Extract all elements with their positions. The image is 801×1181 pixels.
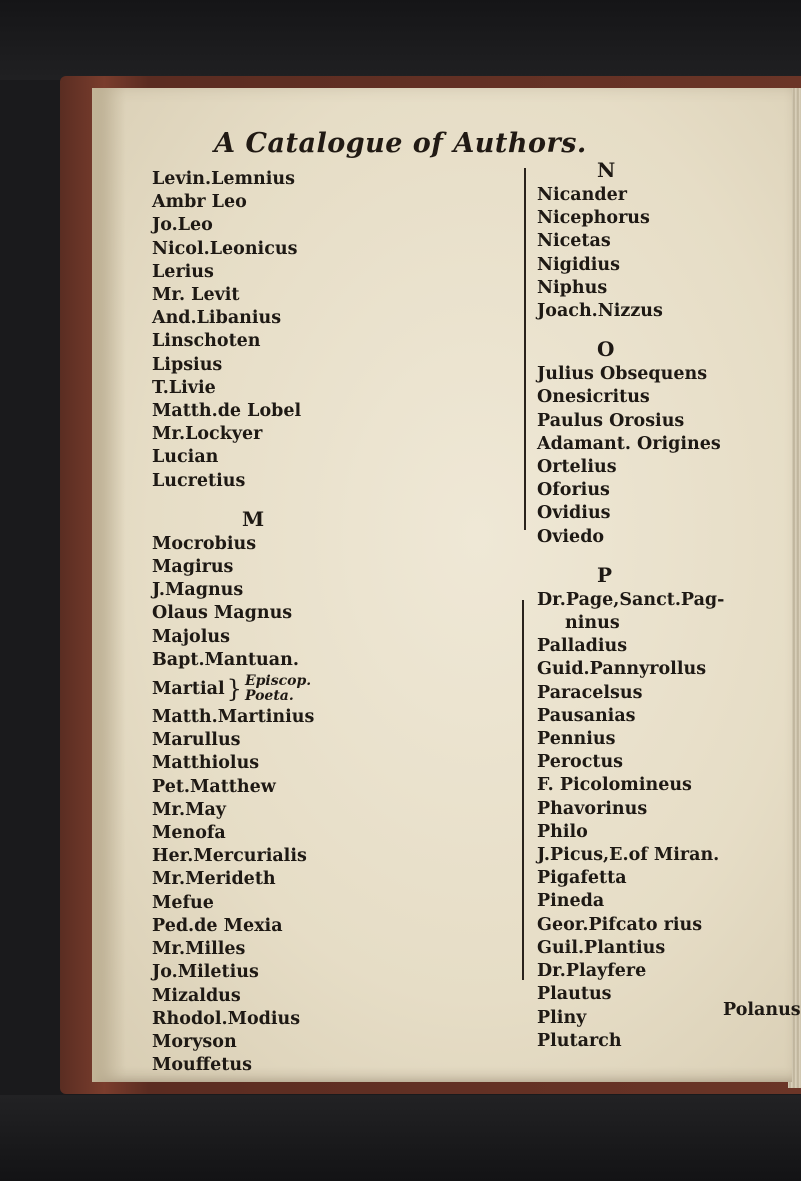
catalogue-entry: Jo.Miletius bbox=[152, 962, 259, 983]
catalogue-entry: Guid.Pannyrollus bbox=[537, 659, 707, 680]
catalogue-entry: Mouffetus bbox=[152, 1055, 252, 1076]
martial-variants bbox=[245, 674, 311, 704]
catalogue-entry: Peroctus bbox=[537, 752, 624, 773]
backdrop-top bbox=[0, 0, 801, 80]
catalogue-entry: Jo.Leo bbox=[152, 215, 213, 236]
martial-entry bbox=[152, 672, 311, 706]
catalogue-entry: Rhodol.Modius bbox=[152, 1008, 301, 1029]
catalogue-entry: Moryson bbox=[152, 1031, 237, 1052]
catalogue-entry: ninus bbox=[565, 613, 620, 634]
catalogue-entry: Lucian bbox=[152, 447, 219, 468]
catalogue-entry: Phavorinus bbox=[537, 798, 648, 819]
catalogue-entry: Pennius bbox=[537, 729, 616, 750]
catalogue-entry: Pineda bbox=[537, 891, 605, 912]
right-column bbox=[537, 156, 724, 1053]
catalogue-entry: T.Livie bbox=[152, 377, 216, 398]
catalogue-entry: Mr.May bbox=[152, 799, 226, 820]
catalogue-entry: Pausanias bbox=[537, 705, 636, 726]
catalogue-entry: Marullus bbox=[152, 730, 241, 751]
column-rule-lower bbox=[522, 600, 524, 980]
catalogue-entry: Her.Mercurialis bbox=[152, 846, 307, 867]
catalogue-entry: Majolus bbox=[152, 626, 230, 647]
catalogue-entry: Menofa bbox=[152, 823, 226, 844]
catalogue-entry: Nigidius bbox=[537, 254, 620, 275]
catalogue-entry: Guil.Plantius bbox=[537, 937, 666, 958]
stray-catchword: Polanus bbox=[723, 1000, 801, 1020]
catalogue-entry: Bapt.Mantuan. bbox=[152, 649, 299, 670]
catalogue-entry: Mr.Lockyer bbox=[152, 424, 263, 445]
catalogue-entry: Onesicritus bbox=[537, 387, 650, 408]
section-letter-p: P bbox=[597, 562, 613, 587]
gutter-shadow bbox=[92, 88, 126, 1082]
catalogue-entry: J.Magnus bbox=[152, 580, 244, 601]
catalogue-entry: Levin.Lemnius bbox=[152, 169, 295, 189]
catalogue-entry: Lipsius bbox=[152, 354, 223, 375]
catalogue-entry: Nicol.Leonicus bbox=[152, 238, 298, 259]
left-column bbox=[152, 168, 314, 1077]
section-letter-n: N bbox=[597, 158, 616, 182]
catalogue-entry: Magirus bbox=[152, 557, 234, 578]
catalogue-entry: Mr.Merideth bbox=[152, 869, 276, 890]
catalogue-entry: Ambr Leo bbox=[152, 192, 247, 213]
catalogue-entry: Philo bbox=[537, 821, 588, 842]
catalogue-entry: Plautus bbox=[537, 984, 612, 1005]
catalogue-entry: Mocrobius bbox=[152, 533, 257, 554]
catalogue-entry: Olaus Magnus bbox=[152, 603, 293, 624]
catalogue-entry: Dr.Playfere bbox=[537, 961, 647, 982]
martial-variant-1: Episcop. bbox=[244, 673, 312, 690]
catalogue-entry: Mr. Levit bbox=[152, 285, 240, 306]
catalogue-entry: Lucretius bbox=[152, 470, 246, 491]
catalogue-entry: Paracelsus bbox=[537, 682, 643, 703]
catalogue-entry: Palladius bbox=[537, 636, 628, 657]
section-letter-m: M bbox=[242, 506, 265, 531]
catalogue-entry: Oviedo bbox=[537, 526, 605, 547]
catalogue-entry: Matth.Martinius bbox=[152, 707, 315, 728]
catalogue-entry: And.Libanius bbox=[152, 308, 282, 329]
catalogue-entry: Pigafetta bbox=[537, 868, 627, 889]
catalogue-entry: F. Picolomineus bbox=[537, 775, 692, 796]
catalogue-entry: Matth.de Lobel bbox=[152, 401, 302, 422]
catalogue-entry: Lerius bbox=[152, 261, 214, 282]
catalogue-entry: J.Picus,E.of Miran. bbox=[537, 845, 720, 866]
catalogue-entry: Nicetas bbox=[537, 231, 611, 252]
catalogue-entry: Pet.Matthew bbox=[152, 776, 276, 797]
catalogue-entry: Joach.Nizzus bbox=[537, 301, 663, 322]
catalogue-entry: Paulus Orosius bbox=[537, 410, 685, 431]
page-title: A Catalogue of Authors. bbox=[214, 128, 587, 159]
catalogue-entry: Geor.Pifcato rius bbox=[537, 914, 703, 935]
catalogue-entry: Mefue bbox=[152, 892, 214, 913]
martial-name: Martial bbox=[152, 679, 225, 700]
catalogue-entry: Mr.Milles bbox=[152, 939, 246, 960]
catalogue-entry: Dr.Page,Sanct.Pag- bbox=[537, 589, 725, 610]
catalogue-entry: Nicephorus bbox=[537, 208, 650, 229]
catalogue-entry: Ovidius bbox=[537, 503, 611, 524]
catalogue-entry: Adamant. Origines bbox=[537, 433, 721, 454]
catalogue-entry: Nicander bbox=[537, 185, 627, 205]
martial-variant-2: Poeta. bbox=[244, 688, 294, 705]
catalogue-entry: Julius Obsequens bbox=[537, 364, 708, 385]
column-rule-upper bbox=[524, 168, 526, 530]
catalogue-entry: Ped.de Mexia bbox=[152, 915, 283, 936]
catalogue-entry: Mizaldus bbox=[152, 985, 241, 1006]
section-letter-o: O bbox=[597, 337, 615, 362]
catalogue-entry: Plutarch bbox=[537, 1030, 622, 1051]
catalogue-entry: Ortelius bbox=[537, 457, 617, 478]
catalogue-entry: Matthiolus bbox=[152, 753, 260, 774]
catalogue-entry: Linschoten bbox=[152, 331, 261, 352]
backdrop-bottom bbox=[0, 1095, 801, 1181]
catalogue-entry: Pliny bbox=[537, 1007, 587, 1028]
catalogue-entry: Niphus bbox=[537, 277, 608, 298]
brace-glyph: } bbox=[226, 675, 242, 704]
catalogue-entry: Oforius bbox=[537, 480, 610, 501]
